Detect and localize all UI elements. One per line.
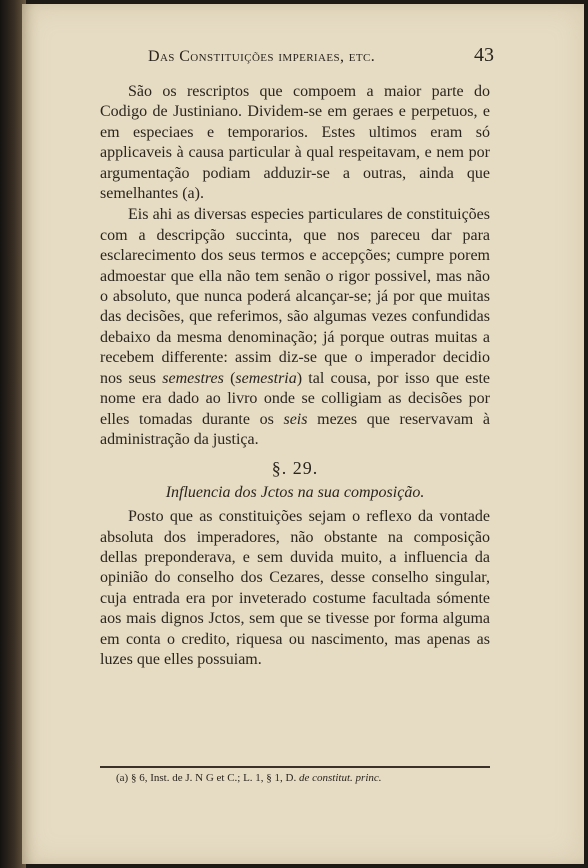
page-header <box>66 44 494 68</box>
paragraph-text: mezes que reservavam à administração da justiça. <box>100 410 490 448</box>
footnote <box>116 772 496 784</box>
paragraph-text: ( <box>223 369 236 387</box>
paragraph-text: Eis ahi as diversas especies particulares de constituições com a descripção succinta, que nos pareceu dar para esclarecimento dos seus termos e accepções; cumpre porem admoestar que ella não tem senão o rigor possivel, mas não o absoluto, que nunca poderá alcançar-se; já por que muitas das decisões, que referimos, são algumas vezes confundidas debaixo da mesma denominação; já porque outras muitas a recebem differente: assim diz-se que o imperador decidio nos seus <box>100 206 490 387</box>
italic-term: seis <box>283 410 308 428</box>
footnote-text: (a) § 6, Inst. de J. N G et C.; L. 1, § 1, D. <box>116 772 300 784</box>
paragraph-influencia: Posto que as constituições sejam o reflexo da vontade absoluta dos imperadores, não obstante na composição dellas preponderava, e sem duvida muito, a influencia da opinião do conselho dos Cezares, desse conselho singular, cuja entrada era por inveterado costume facultada sómente aos mais dignos Jctos, sem que se tivesse por forma alguma em conta o credito, riquesa ou nascimento, mas apenas as luzes que elles possuiam. <box>100 508 490 668</box>
footnote-rule <box>100 766 490 768</box>
paragraph-especies <box>100 205 490 450</box>
italic-term: semestres <box>162 369 224 387</box>
footnote-italic: de constitut. princ. <box>299 772 382 784</box>
italic-term: semestria <box>235 369 297 387</box>
section-number: §. 29. <box>271 458 319 479</box>
paragraph-text: ) tal cousa, por isso que este nome era dado ao livro onde se colligiam as decisões por elles tomadas durante os <box>100 369 491 428</box>
paragraph-rescriptos: São os rescriptos que compoem a maior parte do Codigo de Justiniano. Dividem-se em geraes e perpetuos, e em especiaes e temporarios. Estes ultimos eram só applicaveis à causa particular à qual respeitavam, e nem por argumentação podiam adduzir-se a outras, ainda que semelhantes (a). <box>100 83 490 203</box>
section-title: Influencia dos Jctos na sua composição. <box>165 483 425 501</box>
body-text <box>100 82 490 670</box>
running-title: Das Constituições imperiaes, etc. <box>148 48 376 65</box>
page-number: 43 <box>474 44 494 66</box>
